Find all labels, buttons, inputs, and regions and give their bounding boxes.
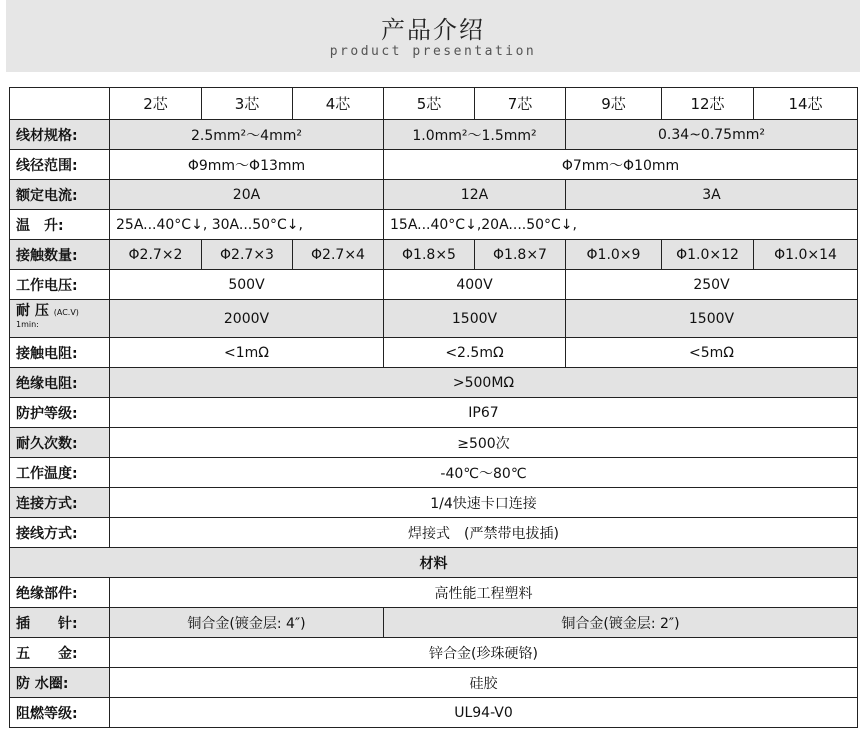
row-durability — [10, 428, 858, 458]
row-hardware — [10, 638, 858, 668]
worktemp-value: -40℃～80℃ — [110, 458, 858, 488]
row-insulation — [10, 368, 858, 398]
label-protection: 防护等级: — [10, 398, 110, 428]
label-diameter: 线径范围: — [10, 150, 110, 180]
pin-v1: 铜合金(镀金层: 4″) — [110, 608, 384, 638]
contact-12: Φ1.0×12 — [662, 240, 754, 270]
label-durability: 耐久次数: — [10, 428, 110, 458]
label-flame: 阻燃等级: — [10, 698, 110, 728]
core-12: 12芯 — [662, 88, 754, 120]
label-insulation: 绝缘电阻: — [10, 368, 110, 398]
core-3: 3芯 — [202, 88, 293, 120]
row-insulator — [10, 578, 858, 608]
contact-2: Φ2.7×2 — [110, 240, 202, 270]
wiring-value: 焊接式 (严禁带电拔插) — [110, 518, 858, 548]
pin-v2: 铜合金(镀金层: 2″) — [384, 608, 858, 638]
current-v3: 3A — [566, 180, 858, 210]
row-connection — [10, 488, 858, 518]
voltage-v1: 500V — [110, 270, 384, 300]
label-spec: 线材规格: — [10, 120, 110, 150]
row-seal — [10, 668, 858, 698]
core-4: 4芯 — [293, 88, 384, 120]
resistance-v2: <2.5mΩ — [384, 338, 566, 368]
contact-3: Φ2.7×3 — [202, 240, 293, 270]
label-resistance: 接触电阻: — [10, 338, 110, 368]
core-header-row — [10, 88, 858, 120]
contact-5: Φ1.8×5 — [384, 240, 475, 270]
core-5: 5芯 — [384, 88, 475, 120]
row-resistance — [10, 338, 858, 368]
label-pin: 插 针: — [10, 608, 110, 638]
row-temp — [10, 210, 858, 240]
row-diameter — [10, 150, 858, 180]
label-withstand — [10, 300, 110, 338]
label-temp: 温 升: — [10, 210, 110, 240]
row-spec — [10, 120, 858, 150]
label-connection: 连接方式: — [10, 488, 110, 518]
label-contacts: 接触数量: — [10, 240, 110, 270]
temp-v1: 25A...40°C↓, 30A...50°C↓, — [110, 210, 384, 240]
page-title: 产品介绍 — [381, 16, 485, 44]
contact-4: Φ2.7×4 — [293, 240, 384, 270]
withstand-v2: 1500V — [384, 300, 566, 338]
label-voltage: 工作电压: — [10, 270, 110, 300]
voltage-v2: 400V — [384, 270, 566, 300]
seal-value: 硅胶 — [110, 668, 858, 698]
diameter-v2: Φ7mm～Φ10mm — [384, 150, 858, 180]
withstand-v3: 1500V — [566, 300, 858, 338]
current-v2: 12A — [384, 180, 566, 210]
spec-v2: 1.0mm²～1.5mm² — [384, 120, 566, 150]
row-pin — [10, 608, 858, 638]
row-materials-section — [10, 548, 858, 578]
contact-9: Φ1.0×9 — [566, 240, 662, 270]
row-withstand — [10, 300, 858, 338]
insulation-value: >500MΩ — [110, 368, 858, 398]
spec-table — [9, 87, 858, 728]
label-current: 额定电流: — [10, 180, 110, 210]
header-banner — [6, 0, 860, 72]
page-subtitle: product presentation — [329, 44, 537, 59]
core-7: 7芯 — [475, 88, 566, 120]
label-seal: 防 水圈: — [10, 668, 110, 698]
row-flame — [10, 698, 858, 728]
current-v1: 20A — [110, 180, 384, 210]
withstand-label-time: 1min: — [16, 320, 39, 329]
protection-value: IP67 — [110, 398, 858, 428]
hardware-value: 锌合金(珍珠硬铬) — [110, 638, 858, 668]
temp-v2: 15A...40°C↓,20A....50°C↓, — [384, 210, 858, 240]
spec-v1: 2.5mm²～4mm² — [110, 120, 384, 150]
row-protection — [10, 398, 858, 428]
insulator-value: 高性能工程塑料 — [110, 578, 858, 608]
row-wiring — [10, 518, 858, 548]
connection-value: 1/4快速卡口连接 — [110, 488, 858, 518]
row-contacts — [10, 240, 858, 270]
row-current — [10, 180, 858, 210]
label-worktemp: 工作温度: — [10, 458, 110, 488]
materials-heading: 材料 — [10, 548, 858, 578]
withstand-label-unit: (AC.V) — [53, 308, 79, 317]
row-voltage — [10, 270, 858, 300]
label-hardware: 五 金: — [10, 638, 110, 668]
label-wiring: 接线方式: — [10, 518, 110, 548]
row-worktemp — [10, 458, 858, 488]
resistance-v1: <1mΩ — [110, 338, 384, 368]
withstand-label-main: 耐 压 — [16, 303, 49, 319]
withstand-v1: 2000V — [110, 300, 384, 338]
core-14: 14芯 — [754, 88, 858, 120]
core-2: 2芯 — [110, 88, 202, 120]
contact-7: Φ1.8×7 — [475, 240, 566, 270]
resistance-v3: <5mΩ — [566, 338, 858, 368]
core-9: 9芯 — [566, 88, 662, 120]
voltage-v3: 250V — [566, 270, 858, 300]
flame-value: UL94-V0 — [110, 698, 858, 728]
diameter-v1: Φ9mm～Φ13mm — [110, 150, 384, 180]
durability-value: ≥500次 — [110, 428, 858, 458]
spec-v3: 0.34~0.75mm² — [566, 120, 858, 150]
label-insulator: 绝缘部件: — [10, 578, 110, 608]
corner-cell — [10, 88, 110, 120]
contact-14: Φ1.0×14 — [754, 240, 858, 270]
